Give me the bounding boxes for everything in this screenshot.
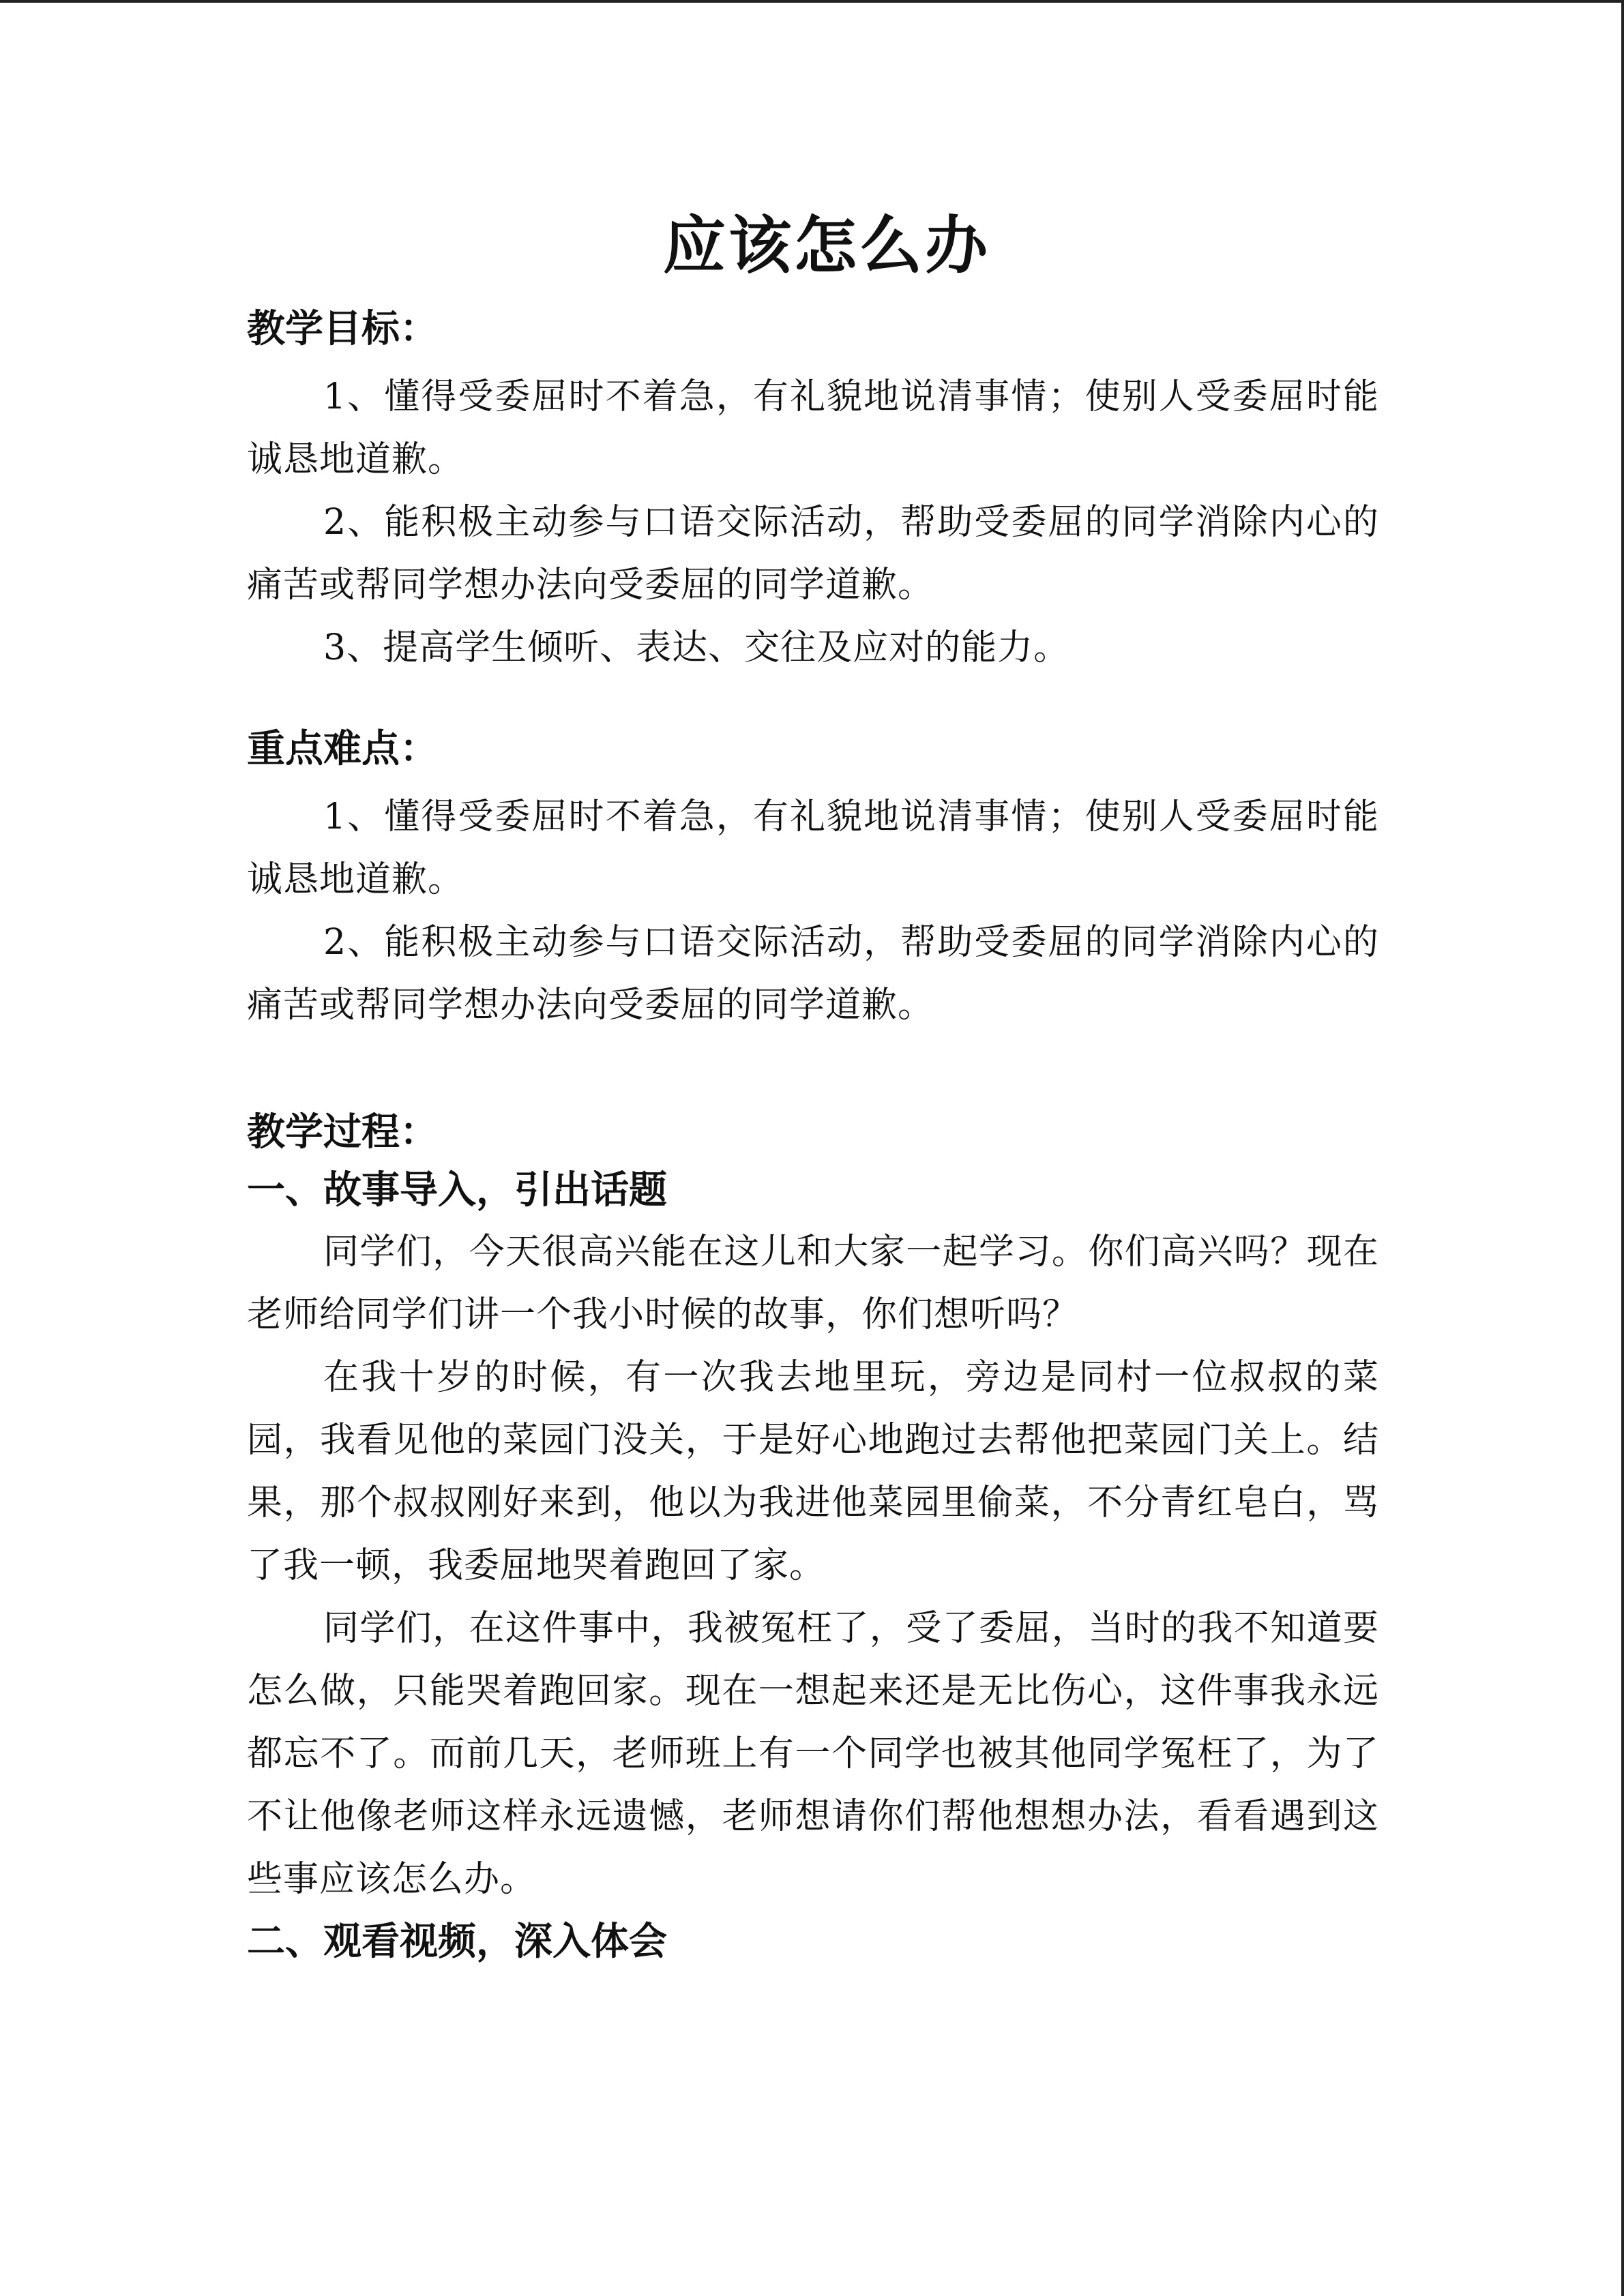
objective-item: 1、懂得受委屈时不着急，有礼貌地说清事情；使别人受委屈时能诚恳地道歉。 [247,376,1379,480]
document-body [247,198,1379,1972]
story-paragraph: 同学们，在这件事中，我被冤枉了，受了委屈，当时的我不知道要怎么做，只能哭着跑回家。现在一想起来还是无比伤心，这件事我永远都忘不了。而前几天，老师班上有一个同学也被其他同学冤枉了，为了不让他像老师这样永远遗憾，老师想请你们帮他想想办法，看看遇到这些事应该怎么办。 [247,1608,1379,1900]
objective-item: 2、能积极主动参与口语交际活动，帮助受委屈的同学消除内心的痛苦或帮同学想办法向受委屈的同学道歉。 [247,502,1379,606]
objectives-heading: 教学目标： [247,306,438,351]
process-heading: 教学过程： [247,1109,438,1154]
key-point-item: 1、懂得受委屈时不着急，有礼貌地说清事情；使别人受委屈时能诚恳地道歉。 [247,796,1379,900]
story-paragraph: 同学们，今天很高兴能在这儿和大家一起学习。你们高兴吗？现在老师给同学们讲一个我小时候的故事，你们想听吗？ [247,1232,1379,1335]
story-paragraph: 在我十岁的时候，有一次我去地里玩，旁边是同村一位叔叔的菜园，我看见他的菜园门没关，于是好心地跑过去帮他把菜园门关上。结果，那个叔叔刚好来到，他以为我进他菜园里偷菜，不分青红皂白，骂了我一顿，我委屈地哭着跑回了家。 [247,1357,1379,1586]
key-points-heading: 重点难点： [247,726,438,771]
section-two-heading: 二、观看视频，深入体会 [247,1919,667,1964]
document-title: 应该怎么办 [662,209,990,282]
page-border-top [0,0,1624,3]
page-border-right [1621,0,1624,2296]
objective-item: 3、提高学生倾听、表达、交往及应对的能力。 [323,627,1070,668]
key-point-item: 2、能积极主动参与口语交际活动，帮助受委屈的同学消除内心的痛苦或帮同学想办法向受委屈的同学道歉。 [247,922,1379,1026]
section-one-heading: 一、故事导入，引出话题 [247,1167,667,1212]
